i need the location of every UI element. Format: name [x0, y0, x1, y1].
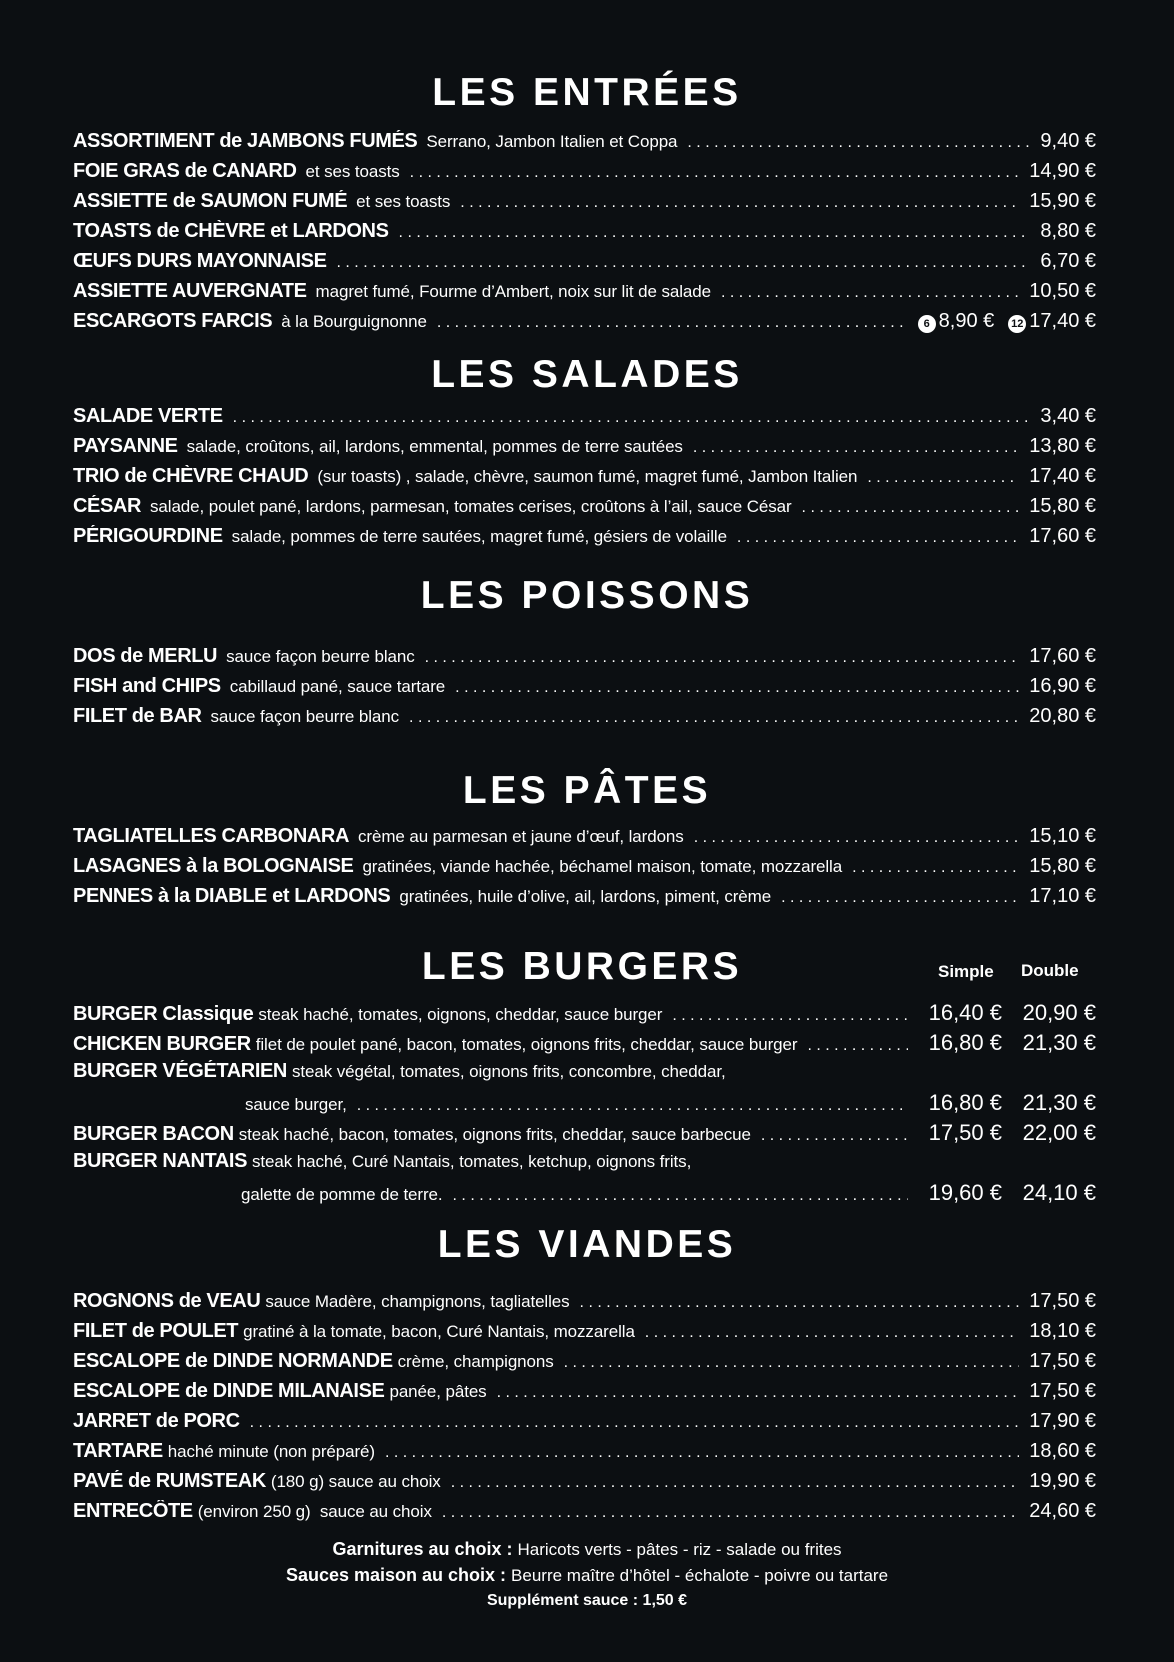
dot-leader — [721, 284, 1019, 302]
item-price: 18,60 € — [1029, 1440, 1096, 1462]
item-price: 17,10 € — [1029, 885, 1096, 907]
dot-leader — [337, 254, 1031, 272]
dot-leader — [807, 1037, 908, 1055]
menu-item — [73, 825, 1096, 853]
item-price: 9,40 € — [1040, 130, 1096, 152]
price-double: 24,10 € — [1022, 1180, 1096, 1205]
item-price: 17,40 € — [1029, 465, 1096, 487]
dot-leader — [564, 1354, 1020, 1372]
price-simple: 19,60 € — [928, 1180, 1002, 1205]
item-name: BURGER VÉGÉTARIEN — [73, 1060, 287, 1082]
item-desc: (environ 250 g) sauce au choix — [197, 1502, 432, 1521]
dot-leader — [852, 859, 1019, 877]
item-name: FOIE GRAS de CANARD — [73, 160, 297, 182]
sauces-label: Sauces maison au choix : — [285, 1565, 507, 1585]
menu-item — [73, 1150, 1096, 1178]
item-name: CHICKEN BURGER — [73, 1033, 251, 1055]
item-price: 17,50 € — [1029, 1290, 1096, 1312]
menu-item — [73, 1290, 1096, 1318]
price-double: 22,00 € — [1022, 1120, 1096, 1145]
item-price: 17,50 € — [1029, 1380, 1096, 1402]
item-name: PAVÉ de RUMSTEAK — [73, 1470, 266, 1492]
price-simple: 16,80 € — [928, 1030, 1002, 1055]
item-name: CÉSAR — [73, 495, 142, 517]
item-price: 15,10 € — [1029, 825, 1096, 847]
dot-leader — [399, 224, 1031, 242]
item-name: ESCARGOTS FARCIS — [73, 310, 273, 332]
item-price: 10,50 € — [1029, 280, 1096, 302]
item-name: TRIO de CHÈVRE CHAUD — [73, 465, 309, 487]
dot-leader — [233, 409, 1031, 427]
menu-item — [73, 675, 1096, 703]
item-name: BURGER BACON — [73, 1123, 234, 1145]
item-price: 17,60 € — [1029, 525, 1096, 547]
menu-item — [73, 855, 1096, 883]
garnitures-label: Garnitures au choix : — [332, 1539, 513, 1559]
menu-item — [73, 280, 1096, 308]
item-price: 14,90 € — [1029, 160, 1096, 182]
price-simple: 16,80 € — [928, 1090, 1002, 1115]
dot-leader — [451, 1474, 1020, 1492]
supplement-note: Supplément sauce : 1,50 € — [486, 1592, 688, 1609]
menu-item — [73, 1060, 1096, 1088]
item-name: TARTARE — [73, 1440, 163, 1462]
item-desc: à la Bourguignonne — [281, 312, 427, 331]
menu-item — [73, 250, 1096, 278]
garnitures-note — [0, 1536, 1174, 1563]
item-desc: salade, pommes de terre sautées, magret fumé, gésiers de volaille — [231, 527, 727, 546]
item-name: ESCALOPE de DINDE NORMANDE — [73, 1350, 393, 1372]
item-name: BURGER NANTAIS — [73, 1150, 248, 1172]
item-desc: sauce façon beurre blanc — [226, 647, 415, 666]
item-desc: salade, croûtons, ail, lardons, emmental, pommes de terre sautées — [186, 437, 683, 456]
section-title-pates: LES PÂTES — [462, 769, 712, 812]
dot-leader — [455, 679, 1019, 697]
item-name: ENTRECÔTE — [73, 1500, 193, 1522]
menu-item — [73, 645, 1096, 673]
dot-leader — [460, 194, 1019, 212]
column-header-simple: Simple — [938, 962, 994, 981]
menu-item — [73, 1120, 1096, 1148]
dot-leader — [781, 889, 1019, 907]
menu-item — [73, 1410, 1096, 1438]
portion-12-badge: 12 — [1008, 315, 1026, 333]
item-name: ESCALOPE de DINDE MILANAISE — [73, 1380, 385, 1402]
item-desc: haché minute (non préparé) — [167, 1442, 375, 1461]
dot-leader — [737, 529, 1019, 547]
dot-leader — [250, 1414, 1020, 1432]
menu-item — [73, 160, 1096, 188]
dot-leader — [437, 314, 908, 332]
price-simple: 17,50 € — [928, 1120, 1002, 1145]
item-name: ASSIETTE de SAUMON FUMÉ — [73, 190, 348, 212]
item-desc: (180 g) sauce au choix — [270, 1472, 441, 1491]
item-desc: salade, poulet pané, lardons, parmesan, tomates cerises, croûtons à l’ail, sauce César — [150, 497, 792, 516]
item-desc: et ses toasts — [305, 162, 400, 181]
section-title-poissons: LES POISSONS — [420, 574, 754, 617]
item-desc: panée, pâtes — [389, 1382, 487, 1401]
item-desc: steak haché, Curé Nantais, tomates, ketchup, oignons frits, — [252, 1152, 692, 1171]
item-desc: crème au parmesan et jaune d’œuf, lardons — [358, 827, 684, 846]
dot-leader — [385, 1444, 1019, 1462]
item-price: 16,90 € — [1029, 675, 1096, 697]
item-price: 17,60 € — [1029, 645, 1096, 667]
dot-leader — [442, 1504, 1019, 1522]
menu-item — [73, 1350, 1096, 1378]
item-name: FISH and CHIPS — [73, 675, 221, 697]
section-title-salades: LES SALADES — [431, 353, 743, 396]
item-price: 3,40 € — [1040, 405, 1096, 427]
menu-item — [73, 1470, 1096, 1498]
price-double: 20,90 € — [1022, 1000, 1096, 1025]
section-title-viandes: LES VIANDES — [437, 1223, 737, 1266]
menu-item-continuation — [241, 1180, 1096, 1208]
item-desc: crème, champignons — [397, 1352, 554, 1371]
dot-leader — [867, 469, 1019, 487]
menu-item — [73, 1000, 1096, 1028]
item-desc: steak végétal, tomates, oignons frits, concombre, cheddar, — [291, 1062, 726, 1081]
menu-item — [73, 885, 1096, 913]
item-price: 24,60 € — [1029, 1500, 1096, 1522]
dot-leader — [497, 1384, 1020, 1402]
item-name: TOASTS de CHÈVRE et LARDONS — [73, 220, 389, 242]
item-price-6: 8,90 € — [938, 310, 995, 332]
item-name: FILET de POULET — [73, 1320, 239, 1342]
item-desc: gratiné à la tomate, bacon, Curé Nantais, mozzarella — [243, 1322, 635, 1341]
price-double: 21,30 € — [1022, 1030, 1096, 1055]
item-price: 19,90 € — [1029, 1470, 1096, 1492]
dot-leader — [409, 709, 1019, 727]
item-price: 18,10 € — [1029, 1320, 1096, 1342]
sauces-note — [0, 1562, 1174, 1589]
dot-leader — [693, 439, 1019, 457]
menu-item — [73, 435, 1096, 463]
item-price: 15,80 € — [1029, 855, 1096, 877]
dot-leader — [357, 1097, 908, 1115]
menu-item — [73, 405, 1096, 433]
item-price: 17,50 € — [1029, 1350, 1096, 1372]
item-desc: et ses toasts — [356, 192, 451, 211]
item-name: SALADE VERTE — [73, 405, 223, 427]
item-price-12: 17,40 € — [1029, 310, 1096, 332]
item-desc: sauce façon beurre blanc — [210, 707, 400, 726]
dot-leader — [694, 829, 1020, 847]
item-name: PENNES à la DIABLE et LARDONS — [73, 885, 391, 907]
item-name: LASAGNES à la BOLOGNAISE — [73, 855, 354, 877]
item-name: TAGLIATELLES CARBONARA — [73, 825, 349, 847]
item-desc: Serrano, Jambon Italien et Coppa — [426, 132, 678, 151]
menu-item — [73, 1320, 1096, 1348]
dot-leader — [645, 1324, 1019, 1342]
item-name: PAYSANNE — [73, 435, 178, 457]
item-price: 6,70 € — [1040, 250, 1096, 272]
item-desc: sauce burger, — [245, 1095, 347, 1114]
item-price: 8,80 € — [1040, 220, 1096, 242]
section-title-burgers: LES BURGERS — [421, 945, 743, 988]
garnitures-text: Haricots verts - pâtes - riz - salade ou frites — [517, 1540, 842, 1559]
item-desc: gratinées, viande hachée, béchamel maison, tomate, mozzarella — [362, 857, 843, 876]
menu-item — [73, 220, 1096, 248]
menu-item — [73, 525, 1096, 553]
item-price: 17,90 € — [1029, 1410, 1096, 1432]
item-desc: steak haché, tomates, oignons, cheddar, sauce burger — [258, 1005, 663, 1024]
item-price: 20,80 € — [1029, 705, 1096, 727]
item-desc: sauce Madère, champignons, tagliatelles — [265, 1292, 570, 1311]
item-desc: (sur toasts) , salade, chèvre, saumon fumé, magret fumé, Jambon Italien — [317, 467, 858, 486]
menu-item — [73, 1380, 1096, 1408]
dot-leader — [687, 134, 1030, 152]
item-desc: gratinées, huile d’olive, ail, lardons, piment, crème — [399, 887, 772, 906]
price-simple: 16,40 € — [928, 1000, 1002, 1025]
item-desc: filet de poulet pané, bacon, tomates, oignons frits, cheddar, sauce burger — [255, 1035, 798, 1054]
dot-leader — [410, 164, 1020, 182]
dot-leader — [802, 499, 1020, 517]
item-desc: galette de pomme de terre. — [241, 1185, 443, 1204]
column-header-double: Double — [1021, 961, 1079, 980]
menu-item-continuation — [245, 1090, 1096, 1118]
item-desc: steak haché, bacon, tomates, oignons frits, cheddar, sauce barbecue — [238, 1125, 751, 1144]
item-name: ŒUFS DURS MAYONNAISE — [73, 250, 327, 272]
menu-item — [73, 1440, 1096, 1468]
dot-leader — [580, 1294, 1020, 1312]
sauces-text: Beurre maître d’hôtel - échalote - poivre ou tartare — [511, 1566, 889, 1585]
item-name: JARRET de PORC — [73, 1410, 240, 1432]
item-desc: cabillaud pané, sauce tartare — [229, 677, 446, 696]
item-price: 15,80 € — [1029, 495, 1096, 517]
menu-item — [73, 465, 1096, 493]
item-name: DOS de MERLU — [73, 645, 218, 667]
menu-item — [73, 495, 1096, 523]
menu-item — [73, 1030, 1096, 1058]
item-name: ASSORTIMENT de JAMBONS FUMÉS — [73, 130, 418, 152]
dot-leader — [672, 1007, 908, 1025]
item-name: ROGNONS de VEAU — [73, 1290, 261, 1312]
item-name: FILET de BAR — [73, 705, 202, 727]
item-desc: magret fumé, Fourme d’Ambert, noix sur lit de salade — [315, 282, 711, 301]
item-price: 15,90 € — [1029, 190, 1096, 212]
menu-item — [73, 130, 1096, 158]
menu-item — [73, 190, 1096, 218]
dot-leader — [453, 1187, 908, 1205]
item-price: 13,80 € — [1029, 435, 1096, 457]
item-name: ASSIETTE AUVERGNATE — [73, 280, 307, 302]
dot-leader — [425, 649, 1020, 667]
item-name: PÉRIGOURDINE — [73, 525, 223, 547]
section-title-entrees: LES ENTRÉES — [432, 71, 742, 114]
price-double: 21,30 € — [1022, 1090, 1096, 1115]
item-name: BURGER Classique — [73, 1003, 254, 1025]
dot-leader — [761, 1127, 908, 1145]
menu-item — [73, 1500, 1096, 1528]
portion-6-badge: 6 — [918, 315, 936, 333]
menu-item — [73, 310, 1096, 338]
menu-item — [73, 705, 1096, 733]
